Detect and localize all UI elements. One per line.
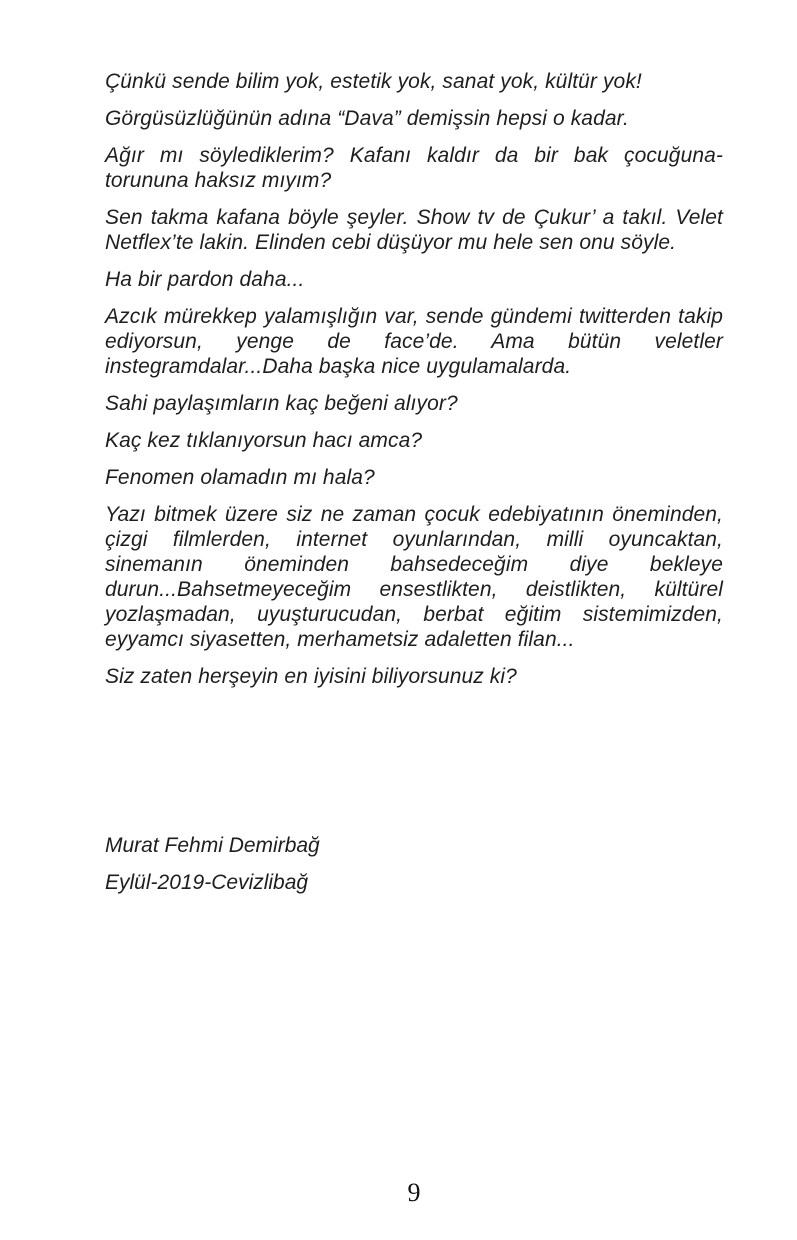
paragraph: Görgüsüzlüğünün adına “Dava” demişsin hepsi o kadar. [105, 107, 629, 130]
body-text [105, 69, 723, 701]
paragraph: Yazı bitmek üzere siz ne zaman çocuk edebiyatının öneminden, çizgi filmlerden, internet oyunlarından, milli oyuncaktan, sinemanın öneminden bahsedeceğim diye bekleye durun...Bahsetmeyeceğim ensestlikten, deistlikten, kültürel yozlaşmadan, uyuşturucudan, berbat eğitim sistemimizden, eyyamcı siyasetten, merhametsiz adaletten filan... [105, 503, 723, 651]
author-name: Murat Fehmi Demirbağ [105, 834, 320, 857]
paragraph: Çünkü sende bilim yok, estetik yok, sanat yok, kültür yok! [105, 70, 642, 93]
page-number: 9 [407, 1178, 421, 1207]
paragraph: Sahi paylaşımların kaç beğeni alıyor? [105, 392, 458, 415]
paragraph: Ha bir pardon daha... [105, 268, 305, 291]
paragraph: Azcık mürekkep yalamışlığın var, sende gündemi twitterden takip ediyorsun, yenge de face’de. Ama bütün veletler instegramdalar...Daha başka nice uygulamalarda. [105, 305, 723, 378]
paragraph: Kaç kez tıklanıyorsun hacı amca? [105, 429, 423, 452]
paragraph: Siz zaten herşeyin en iyisini biliyorsunuz ki? [105, 665, 517, 688]
paragraph: Fenomen olamadın mı hala? [105, 466, 375, 489]
paragraph: Ağır mı söylediklerim? Kafanı kaldır da bir bak çocuğuna-torununa haksız mıyım? [105, 144, 723, 192]
date-place: Eylül-2019-Cevizlibağ [105, 871, 309, 894]
paragraph: Sen takma kafana böyle şeyler. Show tv de Çukur’ a takıl. Velet Netflex’te lakin. Elinden cebi düşüyor mu hele sen onu söyle. [105, 206, 723, 254]
signature-block [105, 833, 723, 907]
